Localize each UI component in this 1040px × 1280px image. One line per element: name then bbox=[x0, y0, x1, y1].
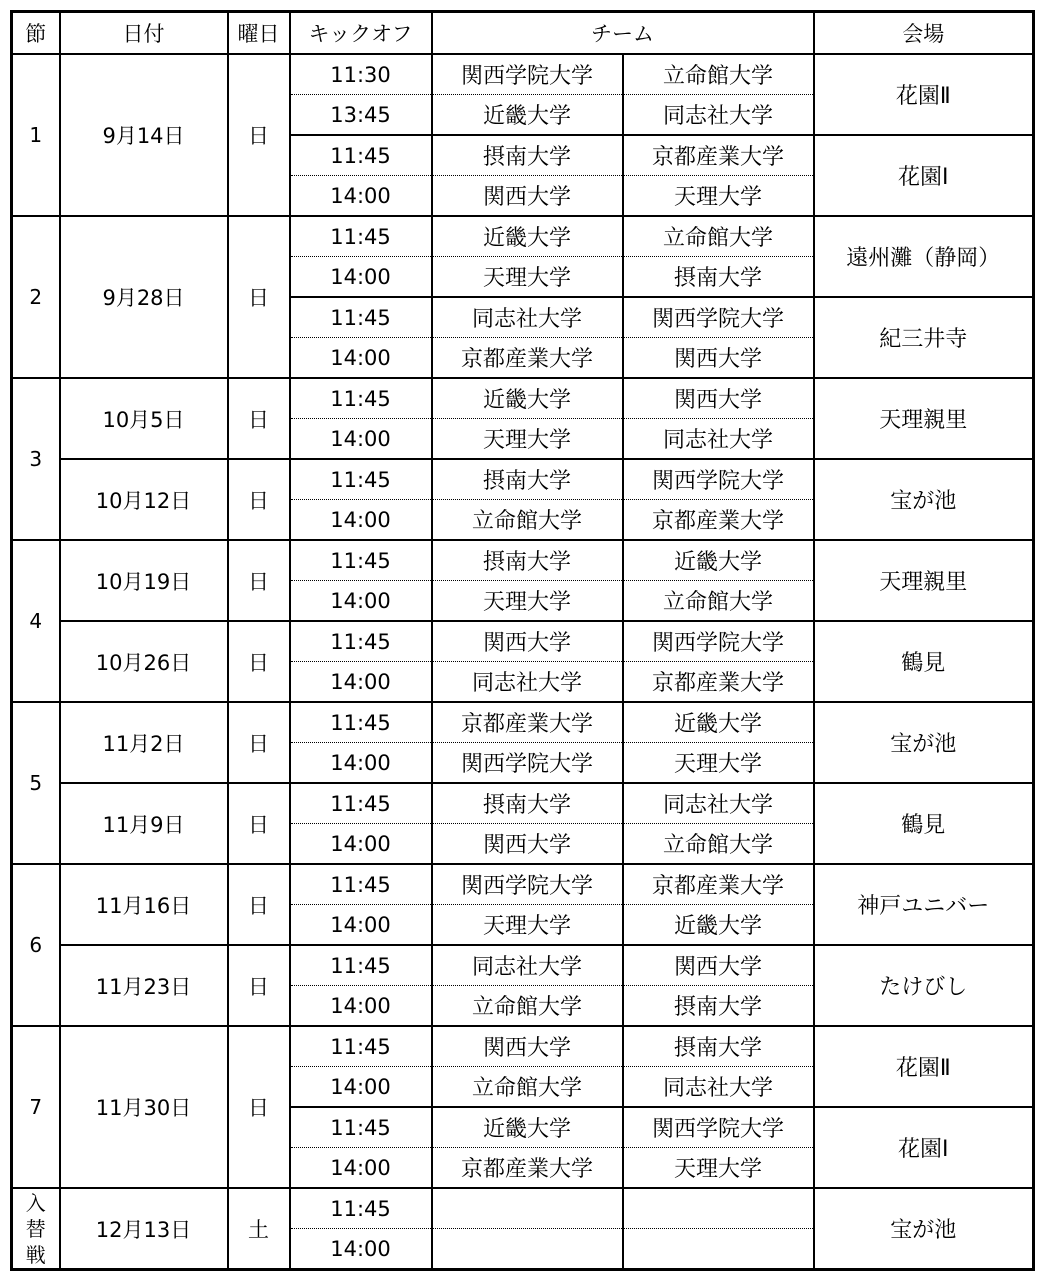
match-date: 11月9日 bbox=[60, 783, 228, 864]
kickoff-time: 11:45 bbox=[290, 459, 432, 500]
match-date: 9月14日 bbox=[60, 54, 228, 216]
round-number: 1 bbox=[12, 54, 60, 216]
team-home: 関西大学 bbox=[432, 824, 623, 865]
match-row bbox=[12, 864, 1034, 905]
match-venue: 花園Ⅰ bbox=[814, 1107, 1034, 1188]
team-away: 同志社大学 bbox=[623, 95, 814, 136]
kickoff-time: 14:00 bbox=[290, 419, 432, 460]
match-date: 10月19日 bbox=[60, 540, 228, 621]
match-weekday: 日 bbox=[228, 864, 290, 945]
match-weekday: 土 bbox=[228, 1188, 290, 1270]
team-home: 立命館大学 bbox=[432, 1067, 623, 1108]
kickoff-time: 14:00 bbox=[290, 743, 432, 784]
team-home: 同志社大学 bbox=[432, 662, 623, 703]
round-number: 7 bbox=[12, 1026, 60, 1188]
kickoff-time: 14:00 bbox=[290, 986, 432, 1027]
match-date: 11月2日 bbox=[60, 702, 228, 783]
kickoff-time: 14:00 bbox=[290, 500, 432, 541]
kickoff-time: 11:45 bbox=[290, 783, 432, 824]
match-row bbox=[12, 1188, 1034, 1229]
team-home: 近畿大学 bbox=[432, 216, 623, 257]
kickoff-time: 14:00 bbox=[290, 824, 432, 865]
team-away: 近畿大学 bbox=[623, 540, 814, 581]
team-away: 立命館大学 bbox=[623, 581, 814, 622]
kickoff-time: 11:45 bbox=[290, 297, 432, 338]
kickoff-time: 14:00 bbox=[290, 1229, 432, 1270]
team-home: 京都産業大学 bbox=[432, 702, 623, 743]
match-venue: 遠州灘（静岡） bbox=[814, 216, 1034, 297]
match-venue: 鶴見 bbox=[814, 783, 1034, 864]
match-row bbox=[12, 216, 1034, 257]
team-away: 関西学院大学 bbox=[623, 1107, 814, 1148]
team-away: 同志社大学 bbox=[623, 1067, 814, 1108]
kickoff-time: 11:45 bbox=[290, 945, 432, 986]
team-home: 同志社大学 bbox=[432, 297, 623, 338]
team-home: 近畿大学 bbox=[432, 95, 623, 136]
team-home bbox=[432, 1188, 623, 1229]
match-venue: 紀三井寺 bbox=[814, 297, 1034, 378]
team-away: 関西大学 bbox=[623, 378, 814, 419]
kickoff-time: 11:45 bbox=[290, 1188, 432, 1229]
team-home: 立命館大学 bbox=[432, 500, 623, 541]
match-venue: 花園Ⅱ bbox=[814, 54, 1034, 135]
team-away: 関西学院大学 bbox=[623, 459, 814, 500]
kickoff-time: 14:00 bbox=[290, 257, 432, 298]
match-venue: たけびし bbox=[814, 945, 1034, 1026]
kickoff-time: 11:45 bbox=[290, 378, 432, 419]
match-weekday: 日 bbox=[228, 945, 290, 1026]
round-number: 4 bbox=[12, 540, 60, 702]
team-home: 関西大学 bbox=[432, 621, 623, 662]
match-date: 12月13日 bbox=[60, 1188, 228, 1270]
kickoff-time: 11:45 bbox=[290, 135, 432, 176]
match-weekday: 日 bbox=[228, 378, 290, 459]
match-date: 11月23日 bbox=[60, 945, 228, 1026]
team-away: 天理大学 bbox=[623, 176, 814, 217]
header-row bbox=[12, 12, 1034, 55]
match-venue: 天理親里 bbox=[814, 378, 1034, 459]
round-number: 6 bbox=[12, 864, 60, 1026]
match-venue: 宝が池 bbox=[814, 1188, 1034, 1270]
team-home: 関西学院大学 bbox=[432, 743, 623, 784]
team-home: 関西大学 bbox=[432, 176, 623, 217]
kickoff-time: 13:45 bbox=[290, 95, 432, 136]
match-row bbox=[12, 1026, 1034, 1067]
header-day: 曜日 bbox=[228, 12, 290, 55]
team-home: 同志社大学 bbox=[432, 945, 623, 986]
team-away: 近畿大学 bbox=[623, 702, 814, 743]
header-venue: 会場 bbox=[814, 12, 1034, 55]
team-away: 関西学院大学 bbox=[623, 297, 814, 338]
team-away: 天理大学 bbox=[623, 743, 814, 784]
match-schedule-table bbox=[10, 10, 1035, 1271]
match-venue: 鶴見 bbox=[814, 621, 1034, 702]
match-weekday: 日 bbox=[228, 216, 290, 378]
team-home: 京都産業大学 bbox=[432, 338, 623, 379]
team-away: 近畿大学 bbox=[623, 905, 814, 946]
round-number: 2 bbox=[12, 216, 60, 378]
team-away: 立命館大学 bbox=[623, 824, 814, 865]
team-away: 京都産業大学 bbox=[623, 662, 814, 703]
match-date: 11月30日 bbox=[60, 1026, 228, 1188]
kickoff-time: 11:30 bbox=[290, 54, 432, 95]
match-weekday: 日 bbox=[228, 1026, 290, 1188]
match-date: 11月16日 bbox=[60, 864, 228, 945]
match-row bbox=[12, 702, 1034, 743]
match-row bbox=[12, 378, 1034, 419]
match-row bbox=[12, 783, 1034, 824]
round-number: 入 替 戦 bbox=[12, 1188, 60, 1270]
team-home: 摂南大学 bbox=[432, 540, 623, 581]
match-row bbox=[12, 540, 1034, 581]
match-venue: 花園Ⅰ bbox=[814, 135, 1034, 216]
match-venue: 宝が池 bbox=[814, 459, 1034, 540]
team-away bbox=[623, 1229, 814, 1270]
header-date: 日付 bbox=[60, 12, 228, 55]
kickoff-time: 11:45 bbox=[290, 864, 432, 905]
team-away: 天理大学 bbox=[623, 1148, 814, 1189]
kickoff-time: 14:00 bbox=[290, 581, 432, 622]
match-row bbox=[12, 459, 1034, 500]
team-home: 近畿大学 bbox=[432, 378, 623, 419]
team-away: 関西大学 bbox=[623, 945, 814, 986]
team-home: 天理大学 bbox=[432, 581, 623, 622]
match-weekday: 日 bbox=[228, 540, 290, 621]
kickoff-time: 14:00 bbox=[290, 1148, 432, 1189]
team-home: 関西大学 bbox=[432, 1026, 623, 1067]
team-away: 摂南大学 bbox=[623, 986, 814, 1027]
match-venue: 花園Ⅱ bbox=[814, 1026, 1034, 1107]
team-home: 近畿大学 bbox=[432, 1107, 623, 1148]
team-away bbox=[623, 1188, 814, 1229]
header-kickoff: キックオフ bbox=[290, 12, 432, 55]
team-away: 同志社大学 bbox=[623, 419, 814, 460]
match-weekday: 日 bbox=[228, 783, 290, 864]
kickoff-time: 11:45 bbox=[290, 702, 432, 743]
team-home: 関西学院大学 bbox=[432, 54, 623, 95]
team-away: 京都産業大学 bbox=[623, 135, 814, 176]
match-weekday: 日 bbox=[228, 702, 290, 783]
kickoff-time: 14:00 bbox=[290, 905, 432, 946]
kickoff-time: 11:45 bbox=[290, 216, 432, 257]
kickoff-time: 11:45 bbox=[290, 540, 432, 581]
match-date: 10月5日 bbox=[60, 378, 228, 459]
schedule-body bbox=[12, 54, 1034, 1270]
kickoff-time: 14:00 bbox=[290, 662, 432, 703]
team-home: 天理大学 bbox=[432, 905, 623, 946]
team-home: 摂南大学 bbox=[432, 459, 623, 500]
team-away: 関西学院大学 bbox=[623, 621, 814, 662]
kickoff-time: 11:45 bbox=[290, 1107, 432, 1148]
round-number: 5 bbox=[12, 702, 60, 864]
kickoff-time: 11:45 bbox=[290, 621, 432, 662]
round-number: 3 bbox=[12, 378, 60, 540]
team-away: 関西大学 bbox=[623, 338, 814, 379]
match-weekday: 日 bbox=[228, 459, 290, 540]
match-venue: 神戸ユニバー bbox=[814, 864, 1034, 945]
team-away: 立命館大学 bbox=[623, 216, 814, 257]
header-team: チーム bbox=[432, 12, 814, 55]
team-away: 立命館大学 bbox=[623, 54, 814, 95]
match-date: 10月26日 bbox=[60, 621, 228, 702]
team-away: 同志社大学 bbox=[623, 783, 814, 824]
team-home: 摂南大学 bbox=[432, 783, 623, 824]
match-venue: 宝が池 bbox=[814, 702, 1034, 783]
match-row bbox=[12, 621, 1034, 662]
match-venue: 天理親里 bbox=[814, 540, 1034, 621]
kickoff-time: 14:00 bbox=[290, 176, 432, 217]
match-weekday: 日 bbox=[228, 621, 290, 702]
match-row bbox=[12, 945, 1034, 986]
team-home: 天理大学 bbox=[432, 257, 623, 298]
kickoff-time: 14:00 bbox=[290, 338, 432, 379]
team-away: 摂南大学 bbox=[623, 257, 814, 298]
header-round: 節 bbox=[12, 12, 60, 55]
match-date: 9月28日 bbox=[60, 216, 228, 378]
team-away: 京都産業大学 bbox=[623, 500, 814, 541]
team-away: 摂南大学 bbox=[623, 1026, 814, 1067]
match-weekday: 日 bbox=[228, 54, 290, 216]
match-row bbox=[12, 54, 1034, 95]
team-home: 関西学院大学 bbox=[432, 864, 623, 905]
team-home: 天理大学 bbox=[432, 419, 623, 460]
match-date: 10月12日 bbox=[60, 459, 228, 540]
team-home: 立命館大学 bbox=[432, 986, 623, 1027]
team-home: 京都産業大学 bbox=[432, 1148, 623, 1189]
team-away: 京都産業大学 bbox=[623, 864, 814, 905]
team-home bbox=[432, 1229, 623, 1270]
kickoff-time: 11:45 bbox=[290, 1026, 432, 1067]
team-home: 摂南大学 bbox=[432, 135, 623, 176]
kickoff-time: 14:00 bbox=[290, 1067, 432, 1108]
